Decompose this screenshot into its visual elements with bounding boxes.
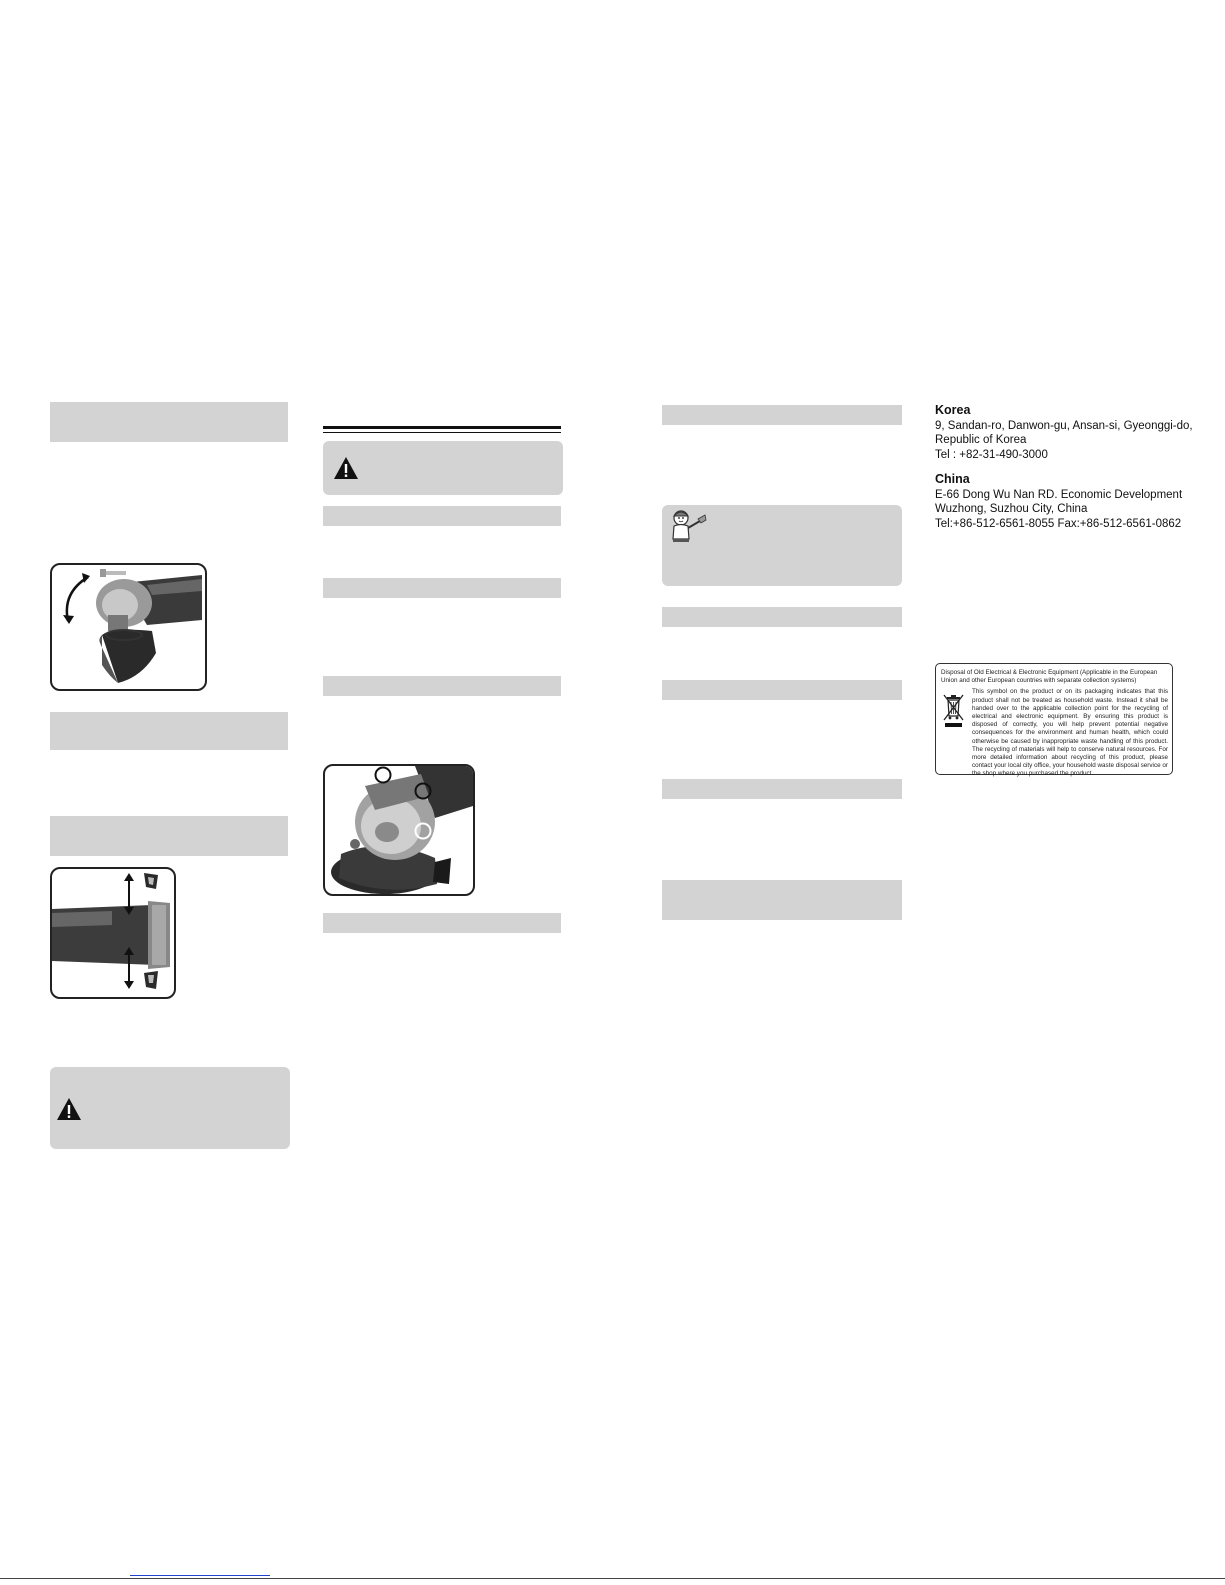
address-line: 9, Sandan-ro, Danwon-gu, Ansan-si, Gyeonggi-do, — [935, 419, 1193, 432]
column2-header-bar-2 — [323, 578, 561, 598]
column3-header-bar-3 — [662, 680, 902, 700]
footer-link-underline — [130, 1575, 270, 1576]
contact-country: China — [935, 472, 970, 486]
highlight-circle-2 — [414, 782, 432, 800]
weee-heading: Disposal of Old Electrical & Electronic Equipment (Applicable in the European Union and other European countries with separate collection systems) — [941, 669, 1158, 685]
contact-korea — [935, 403, 1193, 462]
warning-box-1 — [50, 1067, 290, 1149]
mechanic-mascot-icon — [668, 509, 708, 543]
vertical-double-arrow-icon — [122, 873, 136, 915]
column2-header-bar-1 — [323, 506, 561, 526]
column1-header-bar-2 — [50, 712, 288, 750]
highlight-circle-3 — [414, 822, 432, 840]
crossed-bin-icon — [942, 692, 966, 728]
address-line: Wuzhong, Suzhou City, China — [935, 503, 1088, 515]
contact-china — [935, 472, 1182, 531]
address-line: E-66 Dong Wu Nan RD. Economic Development — [935, 488, 1183, 501]
address-line: Republic of Korea — [935, 434, 1027, 446]
warning-box-2 — [323, 441, 563, 495]
contact-country: Korea — [935, 403, 971, 417]
phone-line: Tel:+86-512-6561-8055 Fax:+86-512-6561-0862 — [935, 517, 1182, 530]
column1-header-bar-1 — [50, 402, 288, 442]
column3-header-bar-2 — [662, 607, 902, 627]
section-rule-thick — [323, 426, 561, 429]
figure-guard-adjustment — [50, 563, 207, 691]
column2-header-bar-3 — [323, 676, 561, 696]
footer-rule — [0, 1578, 1225, 1579]
figure-side-handle — [50, 867, 176, 999]
warning-triangle-icon — [333, 456, 359, 480]
column2-header-bar-4 — [323, 913, 561, 933]
weee-body: This symbol on the product or on its packaging indicates that this product shall not be treated as household waste. Instead it shall be handed over to the applicable collection point for the recycling of electrical and electronic equipment. By ensuring this product is disposed of correctly, you will help prevent potential negative consequences for the environment and human health, which could otherwise be caused by inappropriate waste handling of this product. The recycling of materials will help to conserve natural resources. For more detailed information about recycling of this product, please contact your local city office, your household waste disposal service or the shop where you purchased the product. — [972, 688, 1168, 778]
column3-header-bar-1 — [662, 405, 902, 425]
tip-box — [662, 505, 902, 586]
section-rule-thin — [323, 432, 561, 433]
column3-header-bar-5 — [662, 880, 902, 920]
weee-notice — [935, 663, 1173, 778]
figure-grinder-top-view — [323, 764, 475, 896]
column3-header-bar-4 — [662, 779, 902, 799]
warning-triangle-icon — [56, 1097, 82, 1121]
column1-header-bar-3 — [50, 816, 288, 856]
curved-double-arrow-icon — [58, 571, 94, 627]
phone-line: Tel : +82-31-490-3000 — [935, 448, 1048, 461]
vertical-double-arrow-icon — [122, 947, 136, 989]
highlight-circle-1 — [374, 766, 392, 784]
